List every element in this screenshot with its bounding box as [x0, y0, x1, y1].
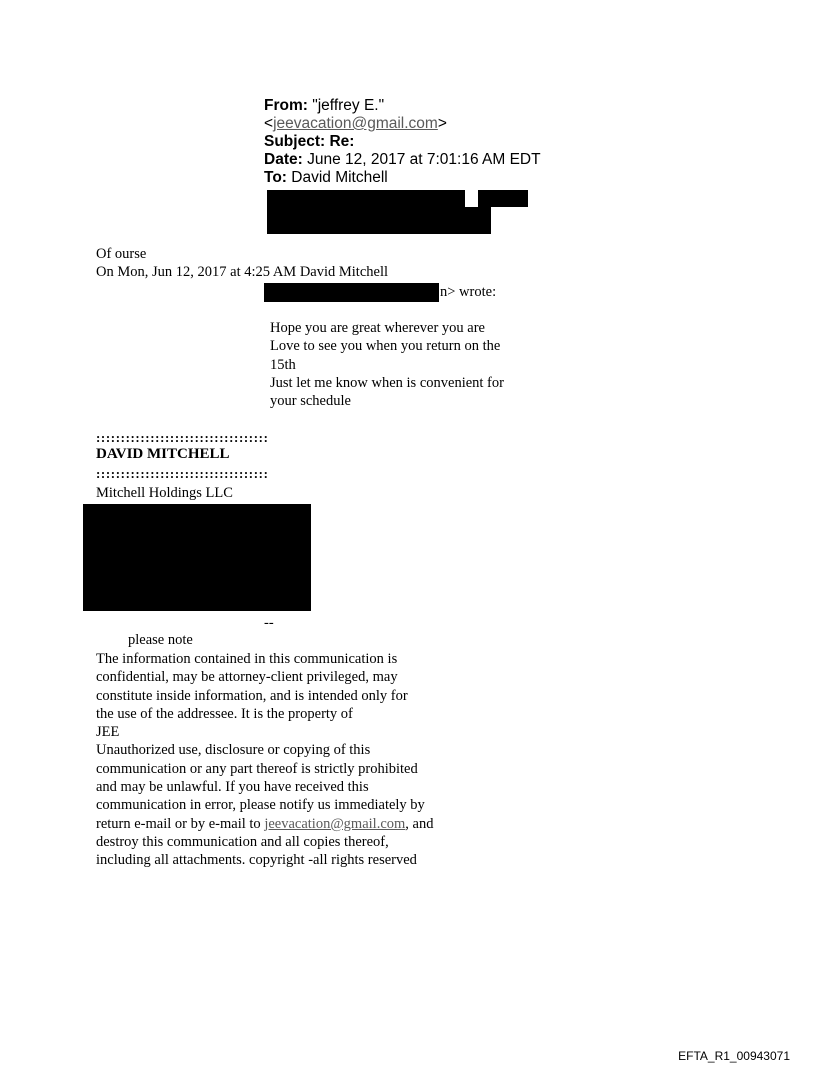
date-value: June 12, 2017 at 7:01:16 AM EDT — [307, 151, 541, 168]
signature-dots-bottom: ::::::::::::::::::::::::::::::::::: — [96, 466, 269, 481]
email-header — [264, 97, 541, 187]
redaction-to-address — [267, 190, 465, 207]
redaction-signature-block — [83, 504, 311, 611]
from-email-link[interactable]: jeevacation@gmail.com — [273, 115, 438, 132]
disclaimer-line: the use of the addressee. It is the property of — [96, 705, 353, 722]
signature-name: DAVID MITCHELL — [96, 446, 230, 462]
redaction-recipients — [267, 207, 491, 234]
to-line — [264, 169, 541, 187]
quote-intro: On Mon, Jun 12, 2017 at 4:25 AM David Mitchell — [96, 264, 389, 280]
disclaimer-line: and may be unlawful. If you have received this — [96, 779, 369, 796]
subject-line — [264, 133, 541, 151]
disclaimer-email-suffix: , and — [405, 815, 434, 832]
redaction-to-address-tail — [478, 190, 528, 207]
disclaimer-email-line — [96, 815, 433, 833]
disclaimer-line: including all attachments. copyright -all rights reserved — [96, 852, 417, 869]
signature-dots-top: ::::::::::::::::::::::::::::::::::: — [96, 430, 269, 445]
date-line — [264, 151, 541, 169]
disclaimer-text — [96, 650, 433, 870]
disclaimer-line: JEE — [96, 724, 120, 741]
to-value: David Mitchell — [291, 169, 388, 186]
date-label: Date: — [264, 151, 303, 168]
quoted-line: Just let me know when is convenient for — [270, 374, 504, 391]
from-email-line — [264, 115, 541, 133]
quoted-message — [270, 319, 504, 410]
disclaimer-email-prefix: return e-mail or by e-mail to — [96, 815, 265, 832]
quoted-line: your schedule — [270, 393, 351, 410]
disclaimer-line: constitute inside information, and is intended only for — [96, 687, 408, 704]
disclaimer-line: destroy this communication and all copies thereof, — [96, 833, 389, 850]
quoted-line: 15th — [270, 356, 296, 373]
from-line — [264, 97, 541, 115]
angle-open: < — [264, 115, 274, 132]
document-id: EFTA_R1_00943071 — [678, 1049, 790, 1063]
subject-value: Re: — [329, 133, 355, 150]
signature-separator: -- — [264, 615, 274, 631]
angle-close: > — [437, 115, 447, 132]
redaction-sender-email — [264, 283, 439, 302]
disclaimer-line: communication in error, please notify us immediately by — [96, 797, 425, 814]
disclaimer-line: confidential, may be attorney-client privileged, may — [96, 669, 398, 686]
subject-label: Subject: — [264, 133, 326, 150]
disclaimer-line: Unauthorized use, disclosure or copying of this — [96, 742, 371, 759]
disclaimer-email-link[interactable]: jeevacation@gmail.com — [264, 815, 406, 832]
to-label: To: — [264, 169, 287, 186]
disclaimer-line: The information contained in this communication is — [96, 651, 398, 667]
disclaimer-line: communication or any part thereof is strictly prohibited — [96, 760, 418, 777]
disclaimer-note: please note — [128, 632, 193, 648]
signature-company: Mitchell Holdings LLC — [96, 485, 233, 501]
from-name: "jeffrey E." — [312, 97, 385, 114]
quoted-line: Love to see you when you return on the — [270, 338, 501, 355]
quote-intro-tail: n> wrote: — [440, 284, 497, 300]
reply-text: Of ourse — [96, 246, 147, 262]
from-label: From: — [264, 97, 308, 114]
quoted-line: Hope you are great wherever you are — [270, 320, 485, 336]
